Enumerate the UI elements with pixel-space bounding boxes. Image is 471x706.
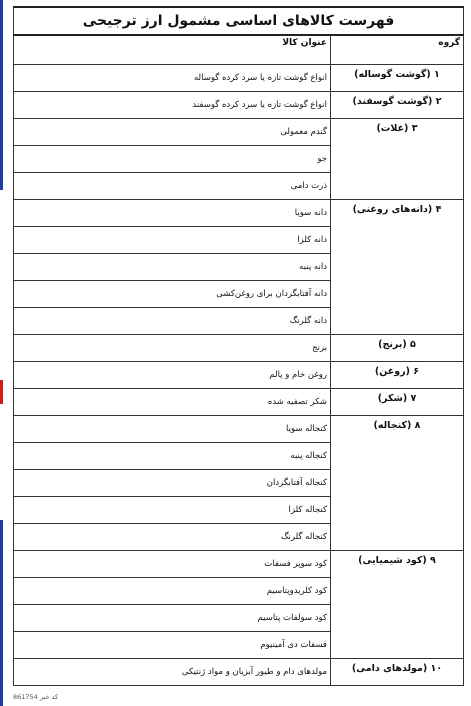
item-cell: دانه سویا [14,200,331,227]
group-cell: ۱۰ (مولدهای دامی) [331,659,464,686]
group-column-header: گروه [331,35,464,65]
item-cell: گندم معمولی [14,119,331,146]
item-cell: انواع گوشت تازه یا سرد کرده گوسفند [14,92,331,119]
item-cell: کود سوپر فسفات [14,551,331,578]
edge-stripe-red [0,380,3,404]
item-column-header: عنوان کالا [14,35,331,65]
table-row [14,335,464,362]
goods-table [13,6,464,686]
table-row [14,200,464,227]
edge-stripe-top [0,0,3,190]
item-cell: دانه پنبه [14,254,331,281]
table-row [14,119,464,146]
item-cell: کود کلریدوپتاسیم [14,578,331,605]
item-cell: ذرت دامی [14,173,331,200]
item-cell: کنجاله آفتابگردان [14,470,331,497]
item-cell: کنجاله گلرنگ [14,524,331,551]
table-row [14,416,464,443]
group-cell: ۶ (روغن) [331,362,464,389]
group-cell: ۸ (کنجاله) [331,416,464,551]
table-body [14,65,464,686]
group-cell: ۲ (گوشت گوسفند) [331,92,464,119]
item-cell: انواع گوشت تازه یا سرد کرده گوساله [14,65,331,92]
group-cell: ۱ (گوشت گوساله) [331,65,464,92]
item-cell: کود سولفات پتاسیم [14,605,331,632]
table-row [14,659,464,686]
news-code: کد خبر 861754 [13,693,59,701]
item-cell: مولدهای دام و طیور آبزیان و مواد ژنتیکی [14,659,331,686]
group-cell: ۹ (کود شیمیایی) [331,551,464,659]
group-cell: ۳ (غلات) [331,119,464,200]
item-cell: شکر تصفیه شده [14,389,331,416]
item-cell: دانه آفتابگردان برای روغن‌کشی [14,281,331,308]
item-cell: روغن خام و پالم [14,362,331,389]
item-cell: کنجاله پنبه [14,443,331,470]
document-page [13,6,463,686]
edge-stripe-bottom [0,520,3,706]
item-cell: کنجاله کلزا [14,497,331,524]
item-cell: برنج [14,335,331,362]
item-cell: دانه کلزا [14,227,331,254]
group-cell: ۵ (برنج) [331,335,464,362]
table-row [14,362,464,389]
table-row [14,551,464,578]
table-row [14,65,464,92]
group-cell: ۴ (دانه‌های روغنی) [331,200,464,335]
table-title: فهرست کالاهای اساسی مشمول ارز ترجیحی [14,7,464,35]
item-cell: دانه گلرنگ [14,308,331,335]
item-cell: کنجاله سویا [14,416,331,443]
table-row [14,389,464,416]
group-cell: ۷ (شکر) [331,389,464,416]
item-cell: فسفات دی آمینیوم [14,632,331,659]
item-cell: جو [14,146,331,173]
table-row [14,92,464,119]
